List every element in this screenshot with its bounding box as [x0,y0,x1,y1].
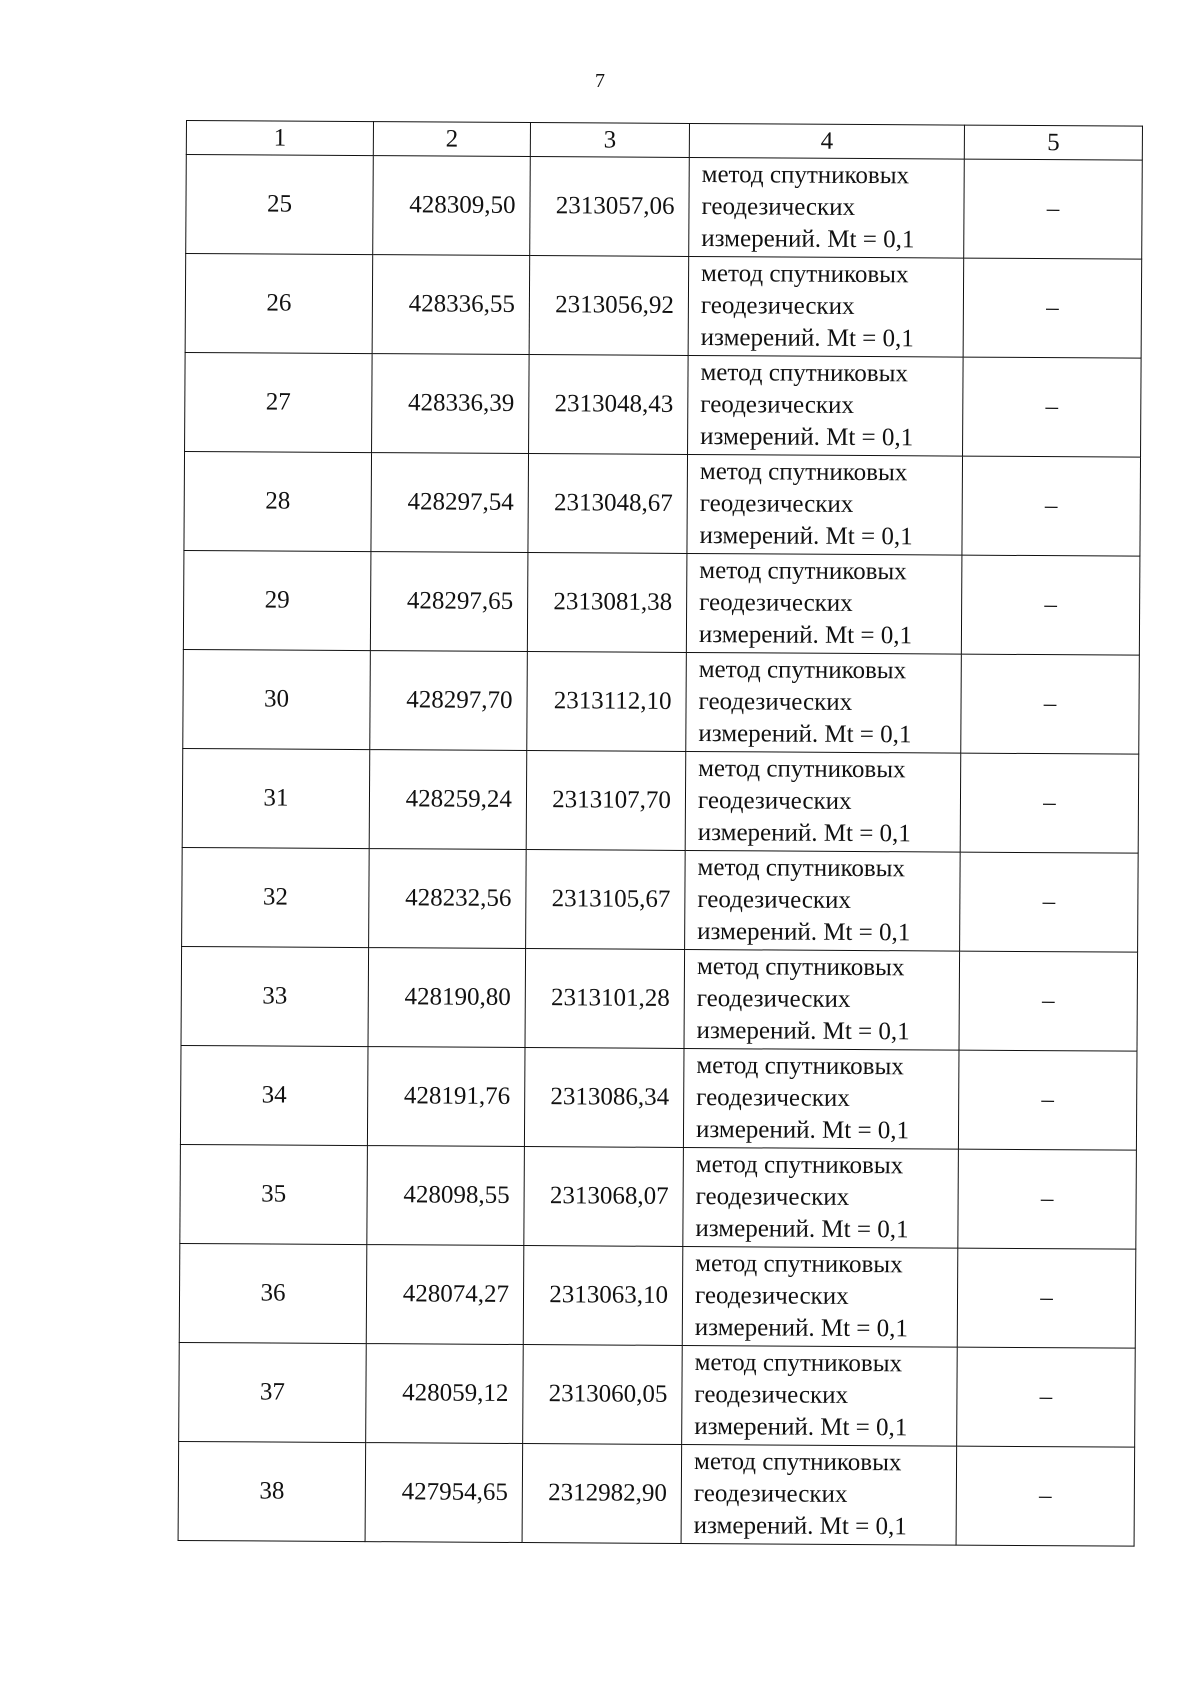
column-5-cell: – [960,852,1139,952]
table-header [186,121,1142,161]
x-coordinate-cell: 428297,65 [370,552,528,652]
column-5-cell: – [957,1347,1136,1447]
method-line: метод спутниковых [699,458,908,487]
x-coordinate-cell: 428259,24 [369,750,527,850]
method-line: геодезических [699,589,853,617]
table-row [181,946,1138,1051]
method-cell [688,256,964,357]
method-line: измерений. Mt = 0,1 [697,918,911,947]
column-5-cell: – [964,159,1143,259]
method-line: измерений. Mt = 0,1 [700,423,914,452]
method-line: метод спутниковых [698,656,907,685]
method-line: геодезических [700,391,854,419]
method-line: метод спутниковых [695,1250,903,1279]
method-cell [684,949,960,1050]
method-line: метод спутниковых [701,161,910,190]
column-5-cell: – [957,1248,1136,1348]
method-line: измерений. Mt = 0,1 [700,324,914,353]
point-number-cell: 35 [180,1144,368,1244]
y-coordinate-cell: 2313060,05 [523,1345,683,1445]
method-cell [685,751,961,852]
method-line: метод спутниковых [698,755,906,784]
method-line: метод спутниковых [695,1151,904,1180]
header-row [186,121,1142,161]
column-5-cell: – [958,1149,1137,1249]
x-coordinate-cell: 428059,12 [366,1344,524,1444]
method-line: геодезических [696,1084,850,1112]
table-row [186,155,1143,260]
method-line: геодезических [699,490,854,518]
column-5-cell: – [963,357,1142,457]
point-number-cell: 32 [182,847,370,947]
header-col-3: 3 [530,123,689,158]
x-coordinate-cell: 428098,55 [367,1146,525,1246]
header-col-5: 5 [964,125,1142,160]
table-row [179,1243,1136,1348]
method-line: геодезических [701,193,856,221]
method-line: измерений. Mt = 0,1 [695,1215,909,1244]
header-col-2: 2 [373,122,530,157]
method-line: геодезических [695,1183,850,1211]
header-col-4: 4 [689,123,964,159]
method-line: метод спутниковых [700,359,908,388]
point-number-cell: 28 [184,451,372,551]
method-line: геодезических [694,1282,849,1310]
coordinates-table [178,120,1143,1547]
method-line: измерений. Mt = 0,1 [699,522,913,551]
x-coordinate-cell: 428336,39 [372,354,530,454]
table-body [178,155,1142,1547]
x-coordinate-cell: 428336,55 [372,255,530,355]
method-cell [683,1048,959,1149]
method-cell [685,850,961,951]
y-coordinate-cell: 2313068,07 [524,1147,684,1247]
table-row [184,451,1141,556]
table-row [185,352,1142,457]
method-line: геодезических [700,292,855,320]
method-line: метод спутниковых [701,260,909,289]
table-row [182,847,1139,952]
page-number: 7 [595,70,605,92]
method-line: измерений. Mt = 0,1 [701,225,915,254]
x-coordinate-cell: 428309,50 [373,156,531,256]
x-coordinate-cell: 428232,56 [369,849,527,949]
x-coordinate-cell: 428297,54 [371,453,529,553]
method-line: геодезических [696,985,851,1013]
method-line: измерений. Mt = 0,1 [697,819,911,848]
method-line: геодезических [698,688,853,716]
table-row [183,550,1140,655]
x-coordinate-cell: 428191,76 [367,1047,525,1147]
x-coordinate-cell: 428074,27 [366,1245,524,1345]
y-coordinate-cell: 2313063,10 [523,1246,683,1346]
y-coordinate-cell: 2313048,43 [529,355,689,455]
y-coordinate-cell: 2313048,67 [528,454,688,554]
y-coordinate-cell: 2313057,06 [530,157,690,257]
table-row [183,649,1140,754]
column-5-cell: – [961,654,1140,754]
method-line: измерений. Mt = 0,1 [693,1512,907,1541]
method-line: измерений. Mt = 0,1 [694,1413,908,1442]
column-5-cell: – [962,456,1141,556]
table-row [179,1342,1136,1447]
point-number-cell: 36 [179,1243,367,1343]
method-cell [683,1147,959,1248]
x-coordinate-cell: 428297,70 [370,651,528,751]
header-col-1: 1 [186,121,373,156]
y-coordinate-cell: 2313056,92 [529,256,689,356]
column-5-cell: – [960,753,1139,853]
y-coordinate-cell: 2312982,90 [522,1444,682,1544]
method-line: метод спутниковых [696,953,905,982]
method-cell [686,553,962,654]
point-number-cell: 27 [185,352,373,452]
method-line: метод спутниковых [696,1052,904,1081]
column-5-cell: – [963,258,1142,358]
method-line: измерений. Mt = 0,1 [694,1314,908,1343]
method-cell [681,1444,957,1545]
method-line: геодезических [697,787,852,815]
y-coordinate-cell: 2313105,67 [526,850,686,950]
method-line: измерений. Mt = 0,1 [698,720,912,749]
column-5-cell: – [959,951,1138,1051]
method-line: метод спутниковых [699,557,907,586]
method-line: измерений. Mt = 0,1 [698,621,913,650]
method-cell [682,1246,958,1347]
y-coordinate-cell: 2313086,34 [524,1048,684,1148]
column-5-cell: – [961,555,1140,655]
x-coordinate-cell: 427954,65 [365,1443,523,1543]
y-coordinate-cell: 2313081,38 [527,553,687,653]
y-coordinate-cell: 2313112,10 [527,652,687,752]
method-line: геодезических [693,1480,848,1508]
method-line: измерений. Mt = 0,1 [696,1017,910,1046]
method-line: метод спутниковых [697,854,906,883]
method-cell [688,355,964,456]
point-number-cell: 33 [181,946,369,1046]
method-cell [682,1345,958,1446]
point-number-cell: 25 [186,155,374,255]
point-number-cell: 37 [179,1342,367,1442]
point-number-cell: 30 [183,649,371,749]
table-row [180,1144,1137,1249]
table-row [182,748,1139,853]
method-line: геодезических [694,1381,849,1409]
method-line: метод спутниковых [693,1448,902,1477]
y-coordinate-cell: 2313101,28 [525,949,685,1049]
method-line: измерений. Mt = 0,1 [695,1116,910,1145]
point-number-cell: 26 [185,254,373,354]
table-row [178,1441,1135,1546]
x-coordinate-cell: 428190,80 [368,948,526,1048]
point-number-cell: 38 [178,1441,366,1541]
point-number-cell: 29 [183,550,371,650]
column-5-cell: – [958,1050,1137,1150]
y-coordinate-cell: 2313107,70 [526,751,686,851]
table-row [185,254,1142,359]
table-row [180,1045,1137,1150]
method-cell [687,454,963,555]
column-5-cell: – [956,1446,1135,1546]
point-number-cell: 34 [180,1045,368,1145]
method-line: геодезических [697,886,852,914]
method-line: метод спутниковых [694,1349,903,1378]
point-number-cell: 31 [182,748,370,848]
method-cell [689,157,965,258]
method-cell [686,652,962,753]
